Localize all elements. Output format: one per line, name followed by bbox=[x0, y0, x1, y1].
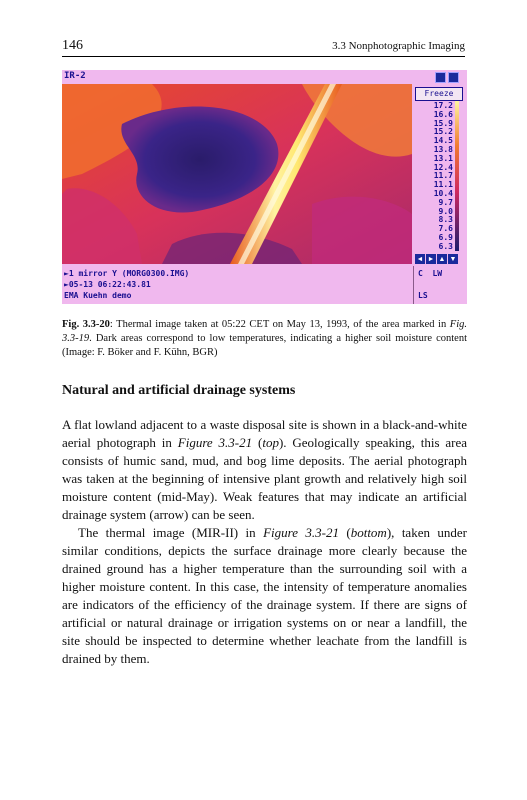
status-line: EMA Kuehn demo bbox=[64, 291, 132, 300]
scale-value: 9.0 bbox=[438, 206, 453, 216]
paragraph-text: ), taken under similar conditions, depicts the surface drainage more clearly because the drained ground has a higher temperature than the surrounding soil with a higher moisture content. In this case, the intensity of temperature anomalies are indicators of the efficiency of the drainage system. If there are signs of artificial or natural drainage or irrigation systems on or near a landfill, the site should be inspected to determine whether leachate from the landfill is drained by them. bbox=[62, 525, 467, 666]
status-divider bbox=[413, 266, 414, 304]
scale-value: 15.9 bbox=[433, 118, 453, 128]
scale-value: 15.2 bbox=[433, 127, 453, 137]
arrow-up-icon[interactable]: ▲ bbox=[438, 255, 446, 263]
paragraph-text: A flat lowland adjacent to a waste disposal site is shown in a black-and-white aerial photograph in bbox=[62, 417, 467, 450]
status-line: ►05-13 06:22:43.81 bbox=[64, 280, 151, 289]
paragraph-text: ). Geologically speaking, this area consists of humic sand, mud, and bog lime deposits. The aerial photograph was taken at the beginning of intensive plant growth and relatively high soil moisture content (mid-May). Weak features that may indicate an artificial drainage system (arrow) can be seen. bbox=[62, 435, 468, 522]
scale-value: 13.1 bbox=[433, 153, 453, 163]
scale-value: 11.1 bbox=[433, 180, 453, 190]
status-line: ►1 mirror Y (MORG0300.IMG) bbox=[64, 269, 190, 278]
scale-value: 9.7 bbox=[438, 197, 453, 207]
status-right-line: LS bbox=[418, 291, 428, 300]
arrow-down-icon[interactable]: ▼ bbox=[449, 255, 457, 263]
thermal-image bbox=[62, 84, 412, 264]
paragraph-text: ( bbox=[338, 525, 351, 540]
scale-value: 6.9 bbox=[438, 233, 453, 242]
running-header: 3.3 Nonphotographic Imaging bbox=[332, 40, 465, 52]
minimize-icon[interactable] bbox=[435, 72, 446, 83]
status-panel bbox=[62, 266, 412, 304]
scale-value: 17.2 bbox=[433, 101, 453, 110]
scale-value: 6.3 bbox=[438, 241, 453, 251]
paragraph-text: ( bbox=[252, 435, 263, 450]
arrow-right-icon[interactable]: ► bbox=[427, 255, 435, 263]
figure-caption bbox=[62, 318, 467, 360]
paragraph bbox=[62, 524, 467, 668]
scale-buttons bbox=[415, 254, 458, 264]
caption-figure-ref: Fig. 3.3-19 bbox=[62, 319, 468, 344]
caption-text: : Thermal image taken at 05:22 CET on May 13, 1993, of the area marked in bbox=[109, 319, 450, 330]
section-heading: Natural and artificial drainage systems bbox=[62, 383, 296, 398]
scale-value: 16.6 bbox=[433, 109, 453, 119]
header-rule bbox=[62, 56, 465, 57]
scale-value: 11.7 bbox=[433, 171, 453, 181]
scale-value: 10.4 bbox=[433, 189, 453, 198]
page-number: 146 bbox=[62, 38, 83, 53]
figure-ref: Figure 3.3-21 bbox=[263, 525, 339, 540]
scale-value: 8.3 bbox=[438, 215, 453, 225]
scale-color-bar bbox=[455, 101, 459, 251]
scale-value: 13.8 bbox=[433, 145, 453, 154]
paragraph bbox=[62, 416, 467, 524]
figure-titlebar bbox=[62, 70, 467, 84]
maximize-icon[interactable] bbox=[448, 72, 459, 83]
figure-ref-position: bottom bbox=[350, 525, 387, 540]
body-text bbox=[62, 416, 467, 668]
figure-ref: Figure 3.3-21 bbox=[177, 435, 253, 450]
freeze-button[interactable]: Freeze bbox=[415, 87, 463, 101]
figure-ref-position: top bbox=[262, 435, 279, 450]
scale-value: 14.5 bbox=[433, 136, 453, 146]
paragraph-text: The thermal image (MIR-II) in bbox=[78, 525, 264, 540]
thermal-figure bbox=[62, 70, 467, 304]
temperature-scale bbox=[415, 101, 455, 251]
arrow-left-icon[interactable]: ◄ bbox=[416, 255, 424, 263]
scale-value: 7.6 bbox=[438, 224, 453, 234]
scale-value: 12.4 bbox=[433, 162, 453, 172]
window-controls bbox=[435, 72, 459, 83]
status-right-line: C LW bbox=[418, 269, 443, 278]
caption-label: Fig. 3.3-20 bbox=[62, 319, 110, 330]
figure-window-title: IR-2 bbox=[64, 71, 86, 81]
caption-text: . Dark areas correspond to low temperatures, indicating a higher soil moisture content (Image: F. Böker and F. Kühn, BGR) bbox=[62, 333, 467, 358]
